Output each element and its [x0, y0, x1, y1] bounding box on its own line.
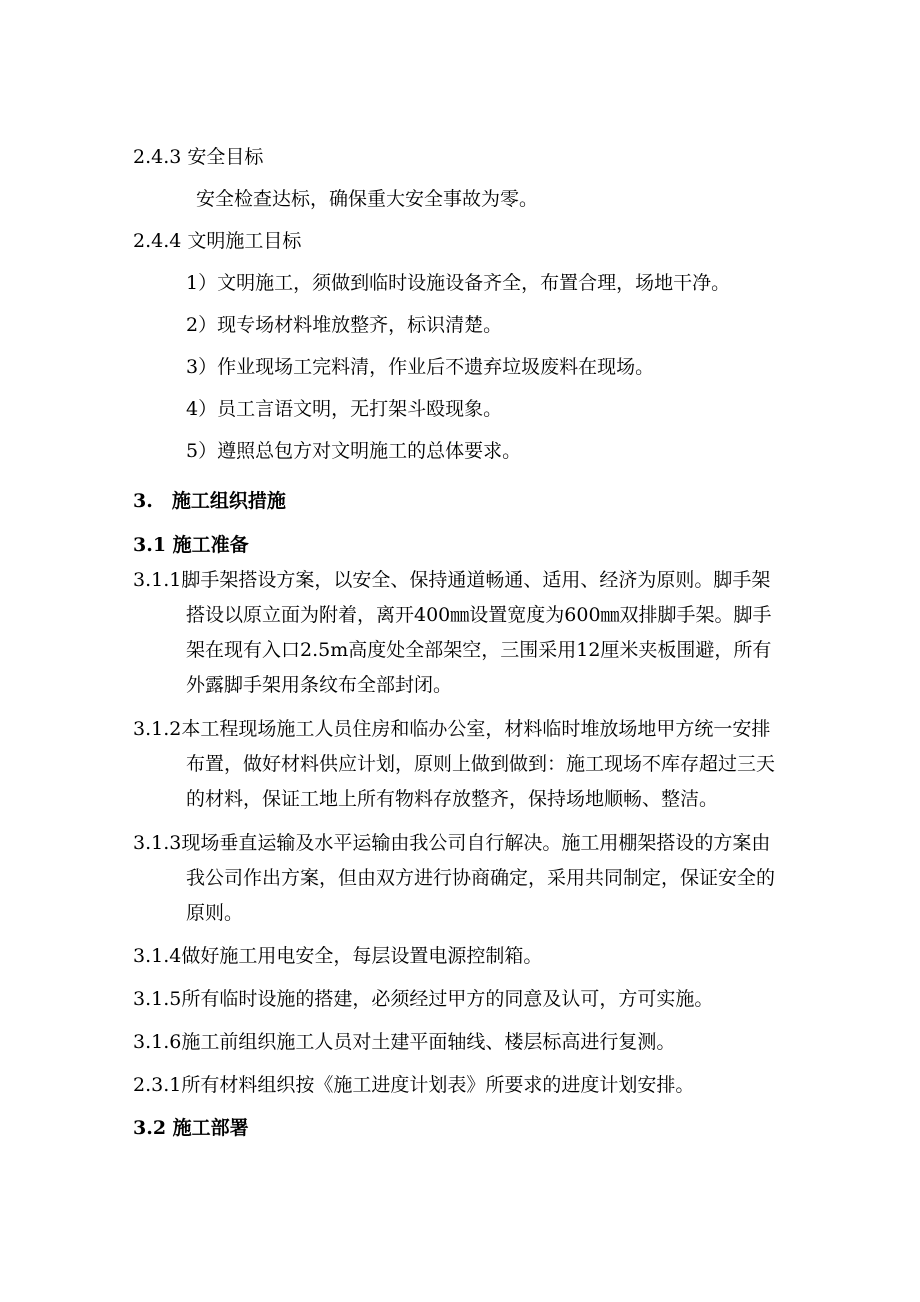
paragraph-3-1-6: 3.1.6施工前组织施工人员对土建平面轴线、楼层标高进行复测。 [133, 1031, 676, 1053]
paragraph-3-1-2-line: 的材料，保证工地上所有物料存放整齐，保持场地顺畅、整洁。 [186, 788, 719, 810]
paragraph-safety-goal: 安全检查达标，确保重大安全事故为零。 [196, 188, 539, 210]
paragraph-3-1-1-line: 3.1.1脚手架搭设方案，以安全、保持通道畅通、适用、经济为原则。脚手架 [133, 569, 771, 591]
list-item: 1）文明施工，须做到临时设施设备齐全，布置合理，场地干净。 [186, 272, 731, 294]
paragraph-3-1-1-line: 搭设以原立面为附着，离开400㎜设置宽度为600㎜双排脚手架。脚手 [186, 604, 772, 626]
list-item: 4）员工言语文明，无打架斗殴现象。 [186, 398, 503, 420]
paragraph-3-1-3-line: 3.1.3现场垂直运输及水平运输由我公司自行解决。施工用棚架搭设的方案由 [133, 832, 771, 854]
list-item: 2）现专场材料堆放整齐，标识清楚。 [186, 314, 503, 336]
paragraph-3-1-1-line: 架在现有入口2.5m高度处全部架空，三围采用12厘米夹板围避，所有 [186, 639, 772, 661]
list-item: 3）作业现场工完料清，作业后不遗弃垃圾废料在现场。 [186, 356, 655, 378]
paragraph-2-3-1: 2.3.1所有材料组织按《施工进度计划表》所要求的进度计划安排。 [133, 1074, 695, 1096]
paragraph-3-1-5: 3.1.5所有临时设施的搭建，必须经过甲方的同意及认可，方可实施。 [133, 988, 714, 1010]
list-item: 5）遵照总包方对文明施工的总体要求。 [186, 440, 522, 462]
paragraph-3-1-1-line: 外露脚手架用条纹布全部封闭。 [186, 674, 453, 696]
heading-3-2: 3.2 施工部署 [133, 1117, 249, 1139]
paragraph-3-1-2-line: 布置，做好材料供应计划，原则上做到做到：施工现场不库存超过三天 [186, 753, 776, 775]
paragraph-3-1-2-line: 3.1.2本工程现场施工人员住房和临办公室，材料临时堆放场地甲方统一安排 [133, 718, 771, 740]
heading-2-4-4: 2.4.4 文明施工目标 [133, 230, 302, 252]
paragraph-3-1-3-line: 原则。 [186, 902, 244, 924]
heading-2-4-3: 2.4.3 安全目标 [133, 146, 264, 168]
heading-3-1: 3.1 施工准备 [133, 534, 249, 556]
paragraph-3-1-4: 3.1.4做好施工用电安全，每层设置电源控制箱。 [133, 945, 543, 967]
heading-3: 3. 施工组织措施 [133, 490, 286, 512]
paragraph-3-1-3-line: 我公司作出方案，但由双方进行协商确定，采用共同制定，保证安全的 [186, 867, 776, 889]
